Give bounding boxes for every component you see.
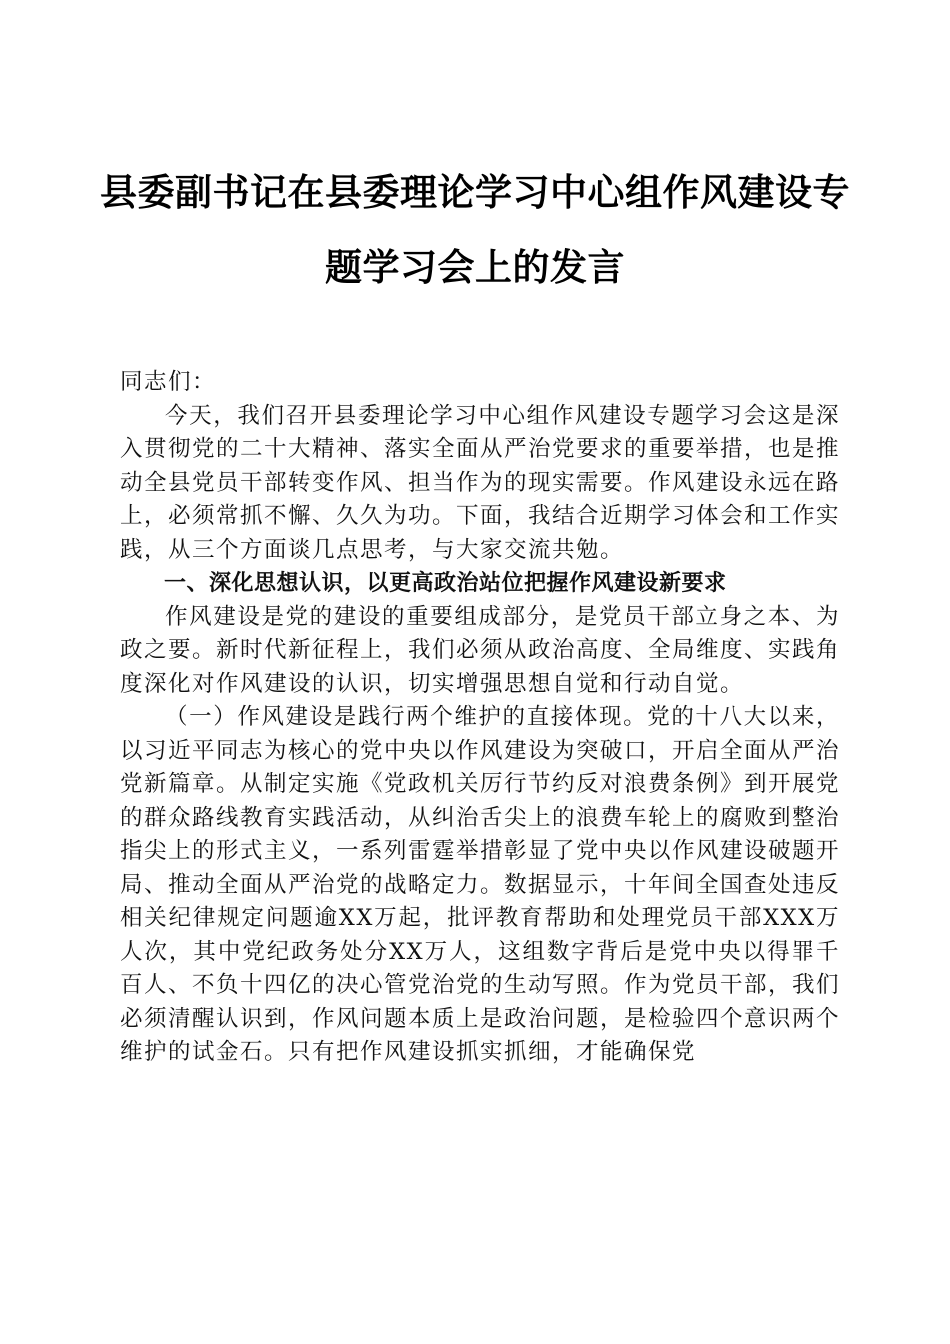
- subsection-1-text: 党的十八大以来，以习近平同志为核心的党中央以作风建设为突破口，开启全面从严治党新篇章。从制定实施《党政机关厉行节约反对浪费条例》到开展党的群众路线教育实践活动，从纠治舌尖上的浪费车轮上的腐败到整治指尖上的形式主义，一系列雷霆举措彰显了党中央以作风建设破题开局、推动全面从严治党的战略定力。数据显示，十年间全国查处违反相关纪律规定问题逾XX万起，批评教育帮助和处理党员干部XXX万人次，其中党纪政务处分XX万人，这组数字背后是党中央以得罪千百人、不负十四亿的决心管党治党的生动写照。作为党员干部，我们必须清醒认识到，作风问题本质上是政治问题，是检验四个意识两个维护的试金石。只有把作风建设抓实抓细，才能确保党: [120, 704, 841, 1065]
- section-heading-1: 一、深化思想认识，以更高政治站位把握作风建设新要求: [164, 571, 727, 596]
- intro-paragraph: 今天，我们召开县委理论学习中心组作风建设专题学习会这是深入贯彻党的二十大精神、落实全面从严治党要求的重要举措，也是推动全县党员干部转变作风、担当作为的现实需要。作风建设永远在路上，必须常抓不懈、久久为功。下面，我结合近期学习体会和工作实践，从三个方面谈几点思考，与大家交流共勉。: [120, 402, 841, 563]
- document-body: [120, 366, 840, 1070]
- subsection-1-heading: （一）作风建设是践行两个维护的直接体现。: [165, 704, 648, 730]
- document-title-line-1: 县委副书记在县委理论学习中心组作风建设专: [100, 170, 850, 214]
- document-title-line-2: 题学习会上的发言: [325, 245, 625, 289]
- subsection-1-paragraph: [120, 701, 840, 1070]
- salutation: 同志们：: [120, 369, 217, 395]
- section-1-paragraph: 作风建设是党的建设的重要组成部分，是党员干部立身之本、为政之要。新时代新征程上，我们必须从政治高度、全局维度、实践角度深化对作风建设的认识，切实增强思想自觉和行动自觉。: [120, 603, 841, 697]
